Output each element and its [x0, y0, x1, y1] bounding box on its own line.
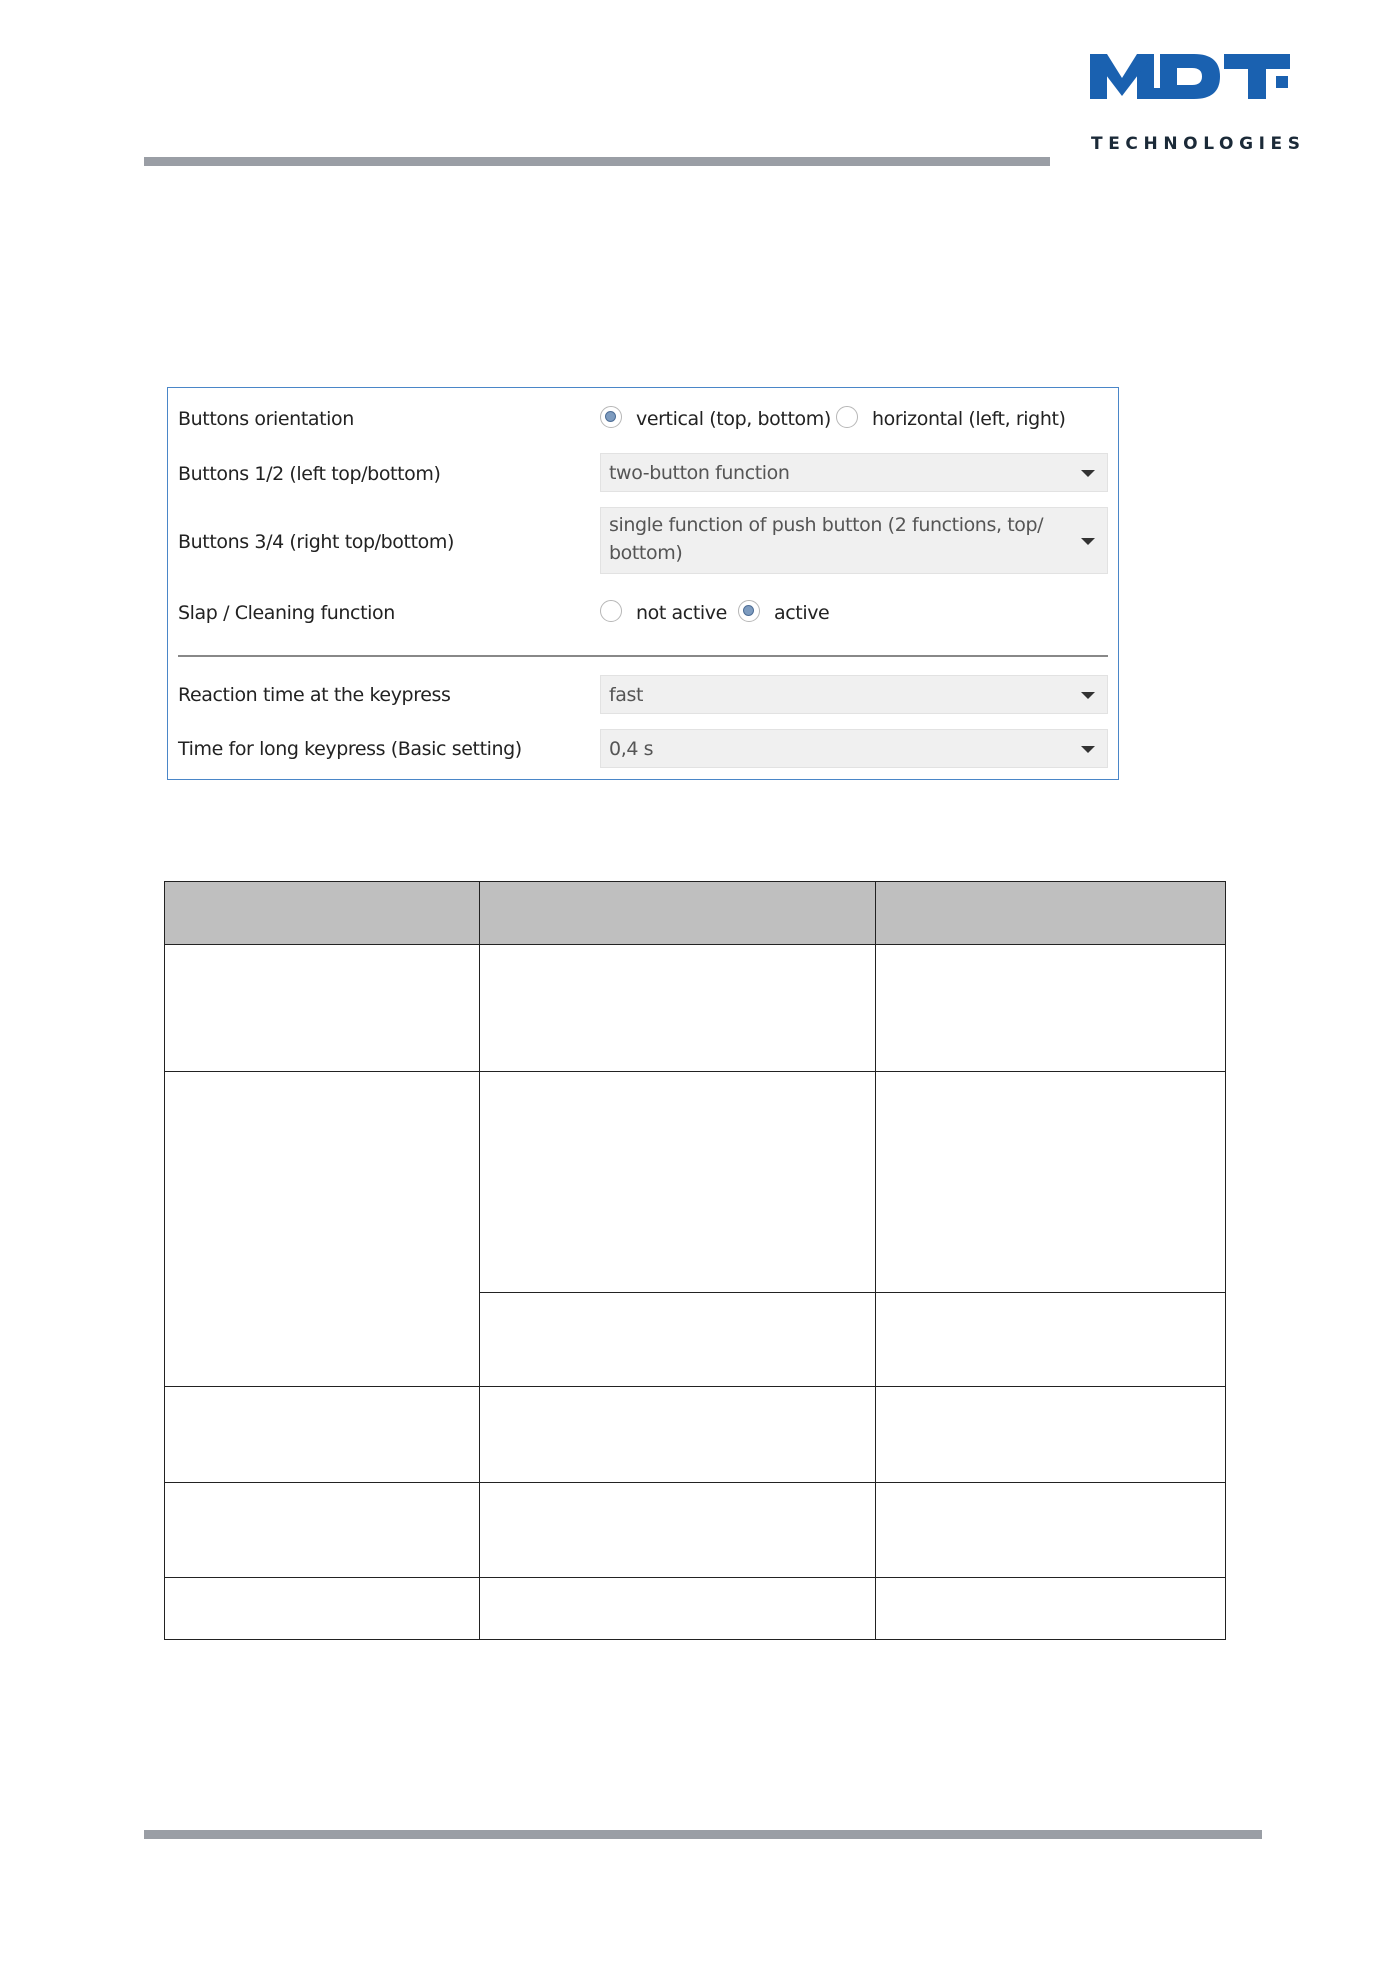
radio-horizontal-label: horizontal (left, right) — [872, 408, 1066, 430]
buttons-3-4-select[interactable] — [600, 507, 1108, 574]
table-cell — [479, 1577, 876, 1640]
table-cell — [479, 1386, 876, 1483]
table-cell — [875, 1482, 1226, 1578]
table-cell — [479, 1071, 876, 1293]
radio-horizontal[interactable] — [836, 406, 858, 428]
reaction-time-value: fast — [609, 684, 644, 706]
radio-not-active-label: not active — [636, 602, 727, 624]
table-cell — [875, 944, 1226, 1072]
reaction-time-label: Reaction time at the keypress — [178, 684, 451, 706]
radio-active[interactable] — [738, 600, 760, 622]
buttons-1-2-label: Buttons 1/2 (left top/bottom) — [178, 463, 441, 485]
parameter-panel — [167, 387, 1119, 780]
radio-vertical-label: vertical (top, bottom) — [636, 408, 831, 430]
long-keypress-select[interactable] — [600, 729, 1108, 768]
buttons-3-4-label: Buttons 3/4 (right top/bottom) — [178, 531, 454, 553]
chevron-down-icon — [1081, 746, 1095, 753]
table-cell — [164, 1386, 480, 1483]
table-cell — [479, 1292, 876, 1387]
radio-vertical[interactable] — [600, 406, 622, 428]
table-cell — [164, 1577, 480, 1640]
chevron-down-icon — [1081, 692, 1095, 699]
parameter-table — [164, 881, 1226, 1640]
chevron-down-icon — [1081, 538, 1095, 545]
buttons-orientation-label: Buttons orientation — [178, 408, 354, 430]
long-keypress-label: Time for long keypress (Basic setting) — [178, 738, 522, 760]
buttons-1-2-select[interactable] — [600, 453, 1108, 492]
table-header-cell — [875, 881, 1226, 945]
buttons-1-2-value: two-button function — [609, 462, 790, 484]
table-cell — [479, 1482, 876, 1578]
section-divider — [178, 655, 1108, 657]
header-rule — [144, 157, 1050, 166]
table-cell — [479, 944, 876, 1072]
buttons-3-4-value-line1: single function of push button (2 functions, top/ — [609, 514, 1044, 536]
table-cell — [164, 944, 480, 1072]
logo-subtitle: TECHNOLOGIES — [1091, 134, 1306, 154]
table-cell — [875, 1292, 1226, 1387]
radio-active-label: active — [774, 602, 830, 624]
table-header-cell — [164, 881, 480, 945]
table-cell — [164, 1482, 480, 1578]
table-cell — [164, 1071, 480, 1387]
chevron-down-icon — [1081, 470, 1095, 477]
radio-not-active[interactable] — [600, 600, 622, 622]
footer-rule — [144, 1830, 1262, 1839]
reaction-time-select[interactable] — [600, 675, 1108, 714]
table-header-cell — [479, 881, 876, 945]
long-keypress-value: 0,4 s — [609, 738, 654, 760]
table-cell — [875, 1071, 1226, 1293]
buttons-3-4-value-line2: bottom) — [609, 542, 683, 564]
table-cell — [875, 1386, 1226, 1483]
slap-cleaning-label: Slap / Cleaning function — [178, 602, 395, 624]
table-cell — [875, 1577, 1226, 1640]
